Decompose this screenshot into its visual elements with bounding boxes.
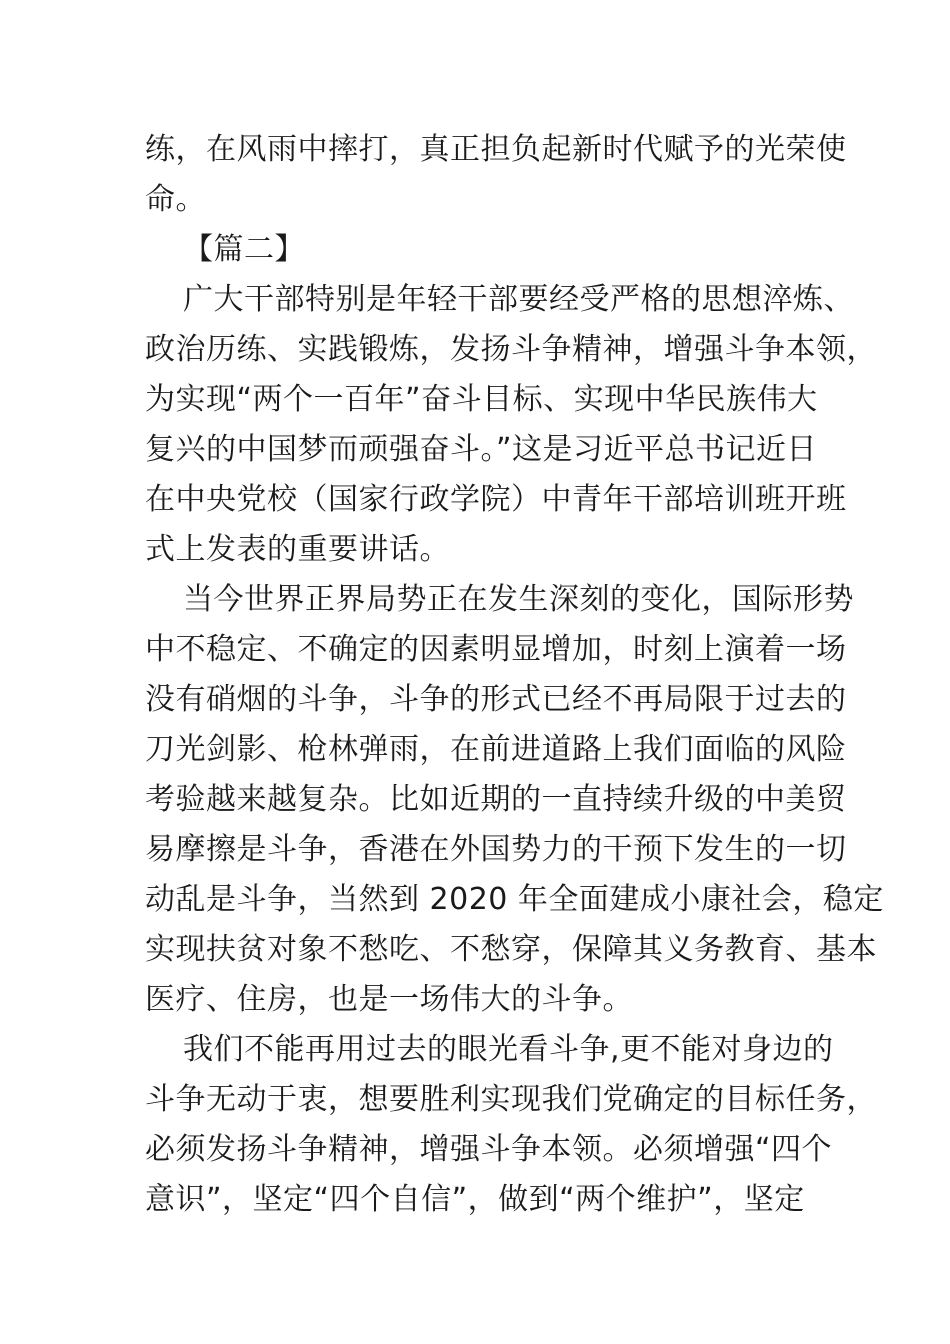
- text-line: 练，在风雨中摔打，真正担负起新时代赋予的光荣使: [145, 132, 847, 167]
- text-line: 式上发表的重要讲话。: [145, 532, 450, 567]
- paragraph-start: 当今世界正界局势正在发生深刻的变化，国际形势: [183, 582, 854, 617]
- text-line: 命。: [145, 182, 206, 217]
- text-line: 斗争无动于衷，想要胜利实现我们党确定的目标任务，: [145, 1082, 877, 1117]
- text-line: 中不稳定、不确定的因素明显增加，时刻上演着一场: [145, 632, 847, 667]
- text-line: 易摩擦是斗争，香港在外国势力的干预下发生的一切: [145, 832, 847, 867]
- text-line: 必须发扬斗争精神，增强斗争本领。必须增强“四个: [145, 1132, 833, 1167]
- text-line: 意识”，坚定“四个自信”，做到“两个维护”，坚定: [145, 1182, 805, 1217]
- text-line: 为实现“两个一百年”奋斗目标、实现中华民族伟大: [145, 382, 818, 417]
- paragraph-start: 我们不能再用过去的眼光看斗争,更不能对身边的: [183, 1032, 834, 1067]
- text-line: 医疗、住房，也是一场伟大的斗争。: [145, 982, 633, 1017]
- text-line: 政治历练、实践锻炼，发扬斗争精神，增强斗争本领，: [145, 332, 877, 367]
- paragraph-start: 广大干部特别是年轻干部要经受严格的思想淬炼、: [183, 282, 854, 317]
- text-line: 考验越来越复杂。比如近期的一直持续升级的中美贸: [145, 782, 847, 817]
- text-line: 没有硝烟的斗争，斗争的形式已经不再局限于过去的: [145, 682, 847, 717]
- text-line: 复兴的中国梦而顽强奋斗。”这是习近平总书记近日: [145, 432, 818, 467]
- text-line: 在中央党校（国家行政学院）中青年干部培训班开班: [145, 482, 847, 517]
- text-line: 动乱是斗争，当然到 2020 年全面建成小康社会，稳定: [145, 882, 884, 917]
- text-line: 刀光剑影、枪林弹雨，在前进道路上我们面临的风险: [145, 732, 847, 767]
- section-heading: 【篇二】: [183, 232, 305, 267]
- text-line: 实现扶贫对象不愁吃、不愁穿，保障其义务教育、基本: [145, 932, 877, 967]
